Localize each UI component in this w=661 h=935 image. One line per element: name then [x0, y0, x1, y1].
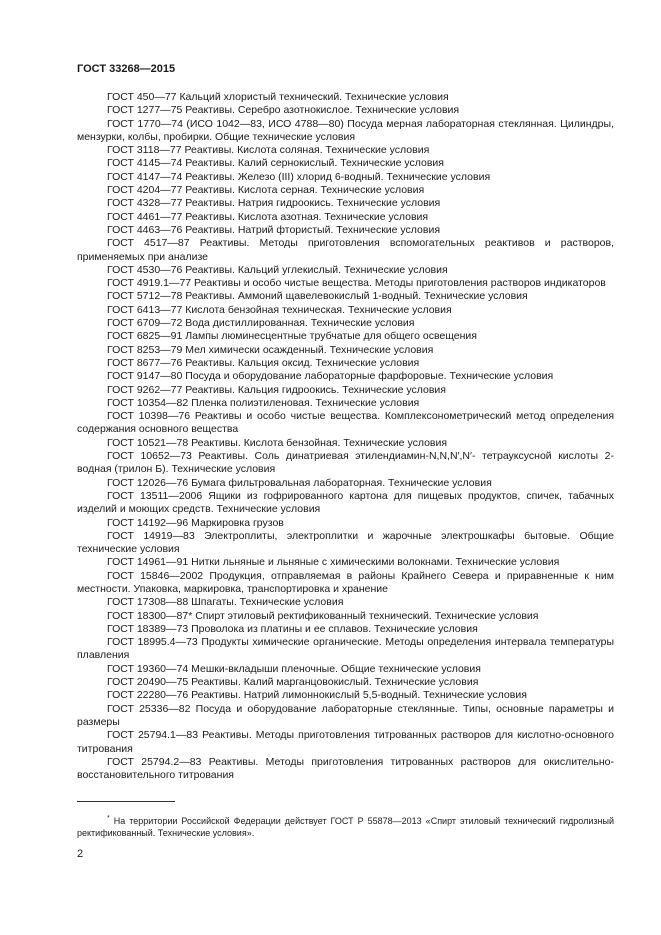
reference-item: ГОСТ 6825—91 Лампы люминесцентные трубчатые для общего освещения [107, 330, 477, 343]
reference-item: ГОСТ 4919.1—77 Реактивы и особо чистые вещества. Методы приготовления растворов индикаторов [107, 277, 606, 290]
reference-item: ГОСТ 25794.1—83 Реактивы. Методы приготовления титрованных растворов для кислотно-основного титрования [77, 729, 614, 755]
reference-item: ГОСТ 14919—83 Электроплиты, электроплитки и жарочные электрошкафы бытовые. Общие технические условия [77, 529, 614, 556]
reference-item: ГОСТ 4204—77 Реактивы. Кислота серная. Технические условия [107, 184, 425, 197]
reference-item: ГОСТ 450—77 Кальций хлористый технический. Технические условия [107, 91, 449, 103]
reference-item: ГОСТ 18389—73 Проволока из платины и ее сплавов. Технические условия [107, 622, 478, 635]
reference-item: ГОСТ 15846—2002 Продукция, отправляемая в районы Крайнего Севера и приравненные к ним местности. Упаковка, маркировка, транспортировка и хранение [77, 569, 614, 595]
reference-item: ГОСТ 25336—82 Посуда и оборудование лабораторные стеклянные. Типы, основные параметры и размеры [77, 702, 614, 728]
reference-item: ГОСТ 3118—77 Реактивы. Кислота соляная. Технические условия [107, 144, 430, 157]
reference-item: ГОСТ 19360—74 Мешки-вкладыши пленочные. Общие технические условия [107, 662, 481, 675]
reference-item: ГОСТ 4517—87 Реактивы. Методы приготовления вспомогательных реактивов и растворов, применяемых при анализе [77, 237, 614, 263]
reference-item: ГОСТ 9262—77 Реактивы. Кальция гидроокись. Технические условия [107, 383, 446, 396]
reference-item: ГОСТ 22280—76 Реактивы. Натрий лимоннокислый 5,5-водный. Технические условия [107, 689, 527, 702]
reference-item: ГОСТ 17308—88 Шпагаты. Технические условия [107, 596, 344, 609]
reference-item: ГОСТ 5712—78 Реактивы. Аммоний щавелевокислый 1-водный. Технические условия [107, 290, 528, 303]
reference-item: ГОСТ 20490—75 Реактивы. Калий марганцовокислый. Технические условия [107, 676, 479, 689]
reference-item: ГОСТ 10652—73 Реактивы. Соль динатриевая этилендиамин-N,N,N′,N′- тетрауксусной кислоты 2-водная (трилон Б). Технические условия [77, 450, 614, 476]
footnote-text: На территории Российской Федерации действует ГОСТ Р 55878—2013 «Спирт этиловый технический гидролизный ректификованный. Технические условия». [77, 816, 614, 838]
reference-item: ГОСТ 25794.2—83 Реактивы. Методы приготовления титрованных растворов для окислительно-восстановительного титрования [77, 755, 614, 782]
reference-item: ГОСТ 13511—2006 Ящики из гофрированного картона для пищевых продуктов, спичек, табачных изделий и моющих средств. Технические условия [77, 489, 614, 516]
reference-item: ГОСТ 18300—87* Спирт этиловый ректификованный технический. Технические условия [107, 609, 539, 622]
reference-item: ГОСТ 4463—76 Реактивы. Натрий фтористый. Технические условия [107, 223, 441, 236]
reference-item: ГОСТ 1277—75 Реактивы. Серебро азотнокислое. Технические условия [107, 104, 460, 117]
reference-item: ГОСТ 6413—77 Кислота бензойная техническая. Технические условия [107, 303, 452, 316]
reference-item: ГОСТ 10354—82 Пленка полиэтиленовая. Технические условия [107, 396, 420, 409]
footnote-separator [77, 801, 175, 802]
reference-item: ГОСТ 8253—79 Мел химически осажденный. Технические условия [107, 343, 434, 356]
reference-item: ГОСТ 18995.4—73 Продукты химические органические. Методы определения интервала температуры плавления [77, 636, 614, 662]
footnote-mark: * [107, 815, 110, 822]
reference-item: ГОСТ 9147—80 Посуда и оборудование лабораторные фарфоровые. Технические условия [107, 370, 554, 383]
reference-item: ГОСТ 12026—76 Бумага фильтровальная лабораторная. Технические условия [107, 476, 492, 489]
reference-item: ГОСТ 4145—74 Реактивы. Калий сернокислый. Технические условия [107, 157, 444, 170]
reference-item: ГОСТ 4328—77 Реактивы. Натрия гидроокись. Технические условия [107, 197, 441, 210]
reference-item: ГОСТ 6709—72 Вода дистиллированная. Технические условия [107, 317, 415, 330]
reference-item: ГОСТ 8677—76 Реактивы. Кальция оксид. Технические условия [107, 356, 420, 369]
reference-item: ГОСТ 4461—77 Реактивы. Кислота азотная. Технические условия [107, 210, 429, 223]
reference-item: ГОСТ 10521—78 Реактивы. Кислота бензойная. Технические условия [107, 436, 448, 449]
footnote [77, 815, 614, 839]
document-header: ГОСТ 33268—2015 [77, 63, 176, 75]
reference-item: ГОСТ 4147—74 Реактивы. Железо (III) хлорид 6-водный. Технические условия [107, 170, 491, 183]
reference-item: ГОСТ 14961—91 Нитки льняные и льняные с химическими волокнами. Технические условия [107, 556, 560, 569]
page-number: 2 [77, 848, 84, 860]
reference-item: ГОСТ 14192—96 Маркировка грузов [107, 516, 284, 529]
reference-item: ГОСТ 10398—76 Реактивы и особо чистые вещества. Комплексонометрический метод определения содержания основного вещества [77, 410, 614, 436]
normative-references-list [77, 91, 614, 782]
reference-item: ГОСТ 4530—76 Реактивы. Кальций углекислый. Технические условия [107, 263, 448, 276]
reference-item: ГОСТ 1770—74 (ИСО 1042—83, ИСО 4788—80) Посуда мерная лабораторная стеклянная. Цилиндры, мензурки, колбы, пробирки. Общие технические условия [77, 117, 614, 143]
